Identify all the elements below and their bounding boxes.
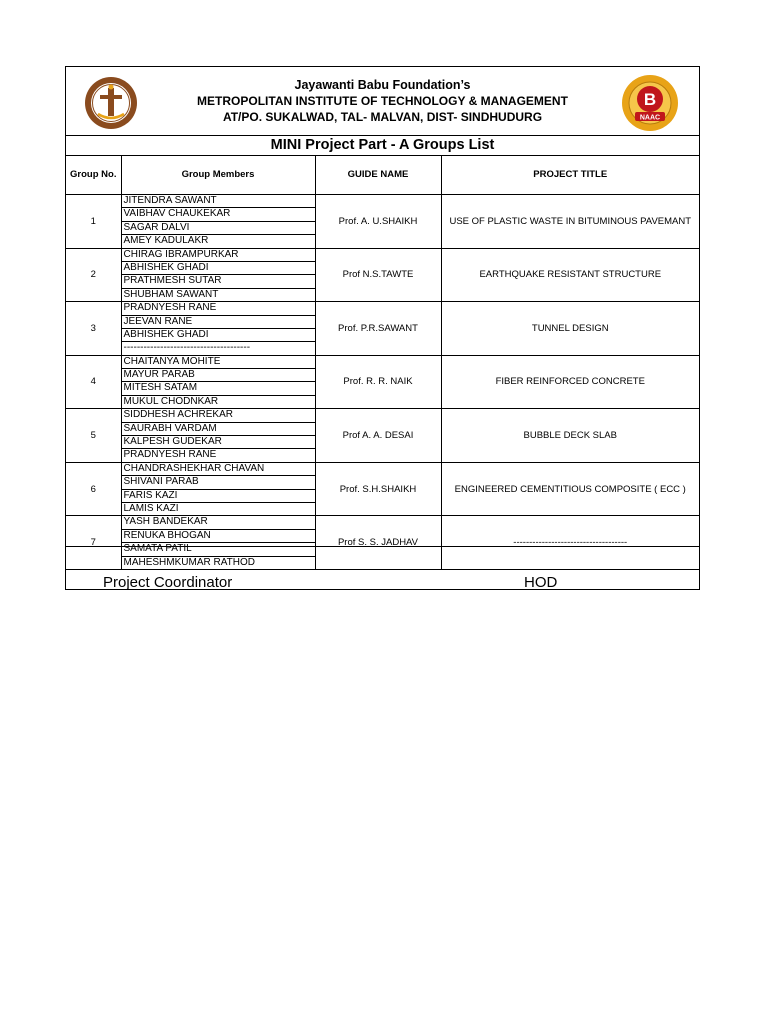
guide-name: Prof. R. R. NAIK — [315, 355, 441, 409]
table-row — [66, 462, 699, 516]
member-name: CHIRAG IBRAMPURKAR — [122, 249, 315, 262]
institute-name: METROPOLITAN INSTITUTE OF TECHNOLOGY & MANAGEMENT — [197, 94, 568, 108]
table-row — [66, 248, 699, 302]
member-name: FARIS KAZI — [122, 490, 315, 503]
member-name: CHANDRASHEKHAR CHAVAN — [122, 463, 315, 476]
group-members-cell — [121, 462, 315, 516]
group-number: 1 — [66, 195, 121, 249]
member-name: SIDDHESH ACHREKAR — [122, 409, 315, 422]
member-name: SHUBHAM SAWANT — [123, 288, 219, 300]
member-name: LAMIS KAZI — [123, 502, 179, 514]
guide-name: Prof. P.R.SAWANT — [315, 302, 441, 356]
group-number: 7 — [66, 516, 121, 570]
member-name: ABHISHEK GHADI — [122, 329, 315, 342]
groups-sheet — [65, 66, 700, 590]
member-name: SAURABH VARDAM — [122, 423, 315, 436]
table-row — [66, 302, 699, 356]
page-title: MINI Project Part - A Groups List — [66, 135, 699, 156]
naac-badge — [621, 74, 679, 132]
member-name: KALPESH GUDEKAR — [122, 436, 315, 449]
hod-label: HOD — [524, 574, 558, 591]
project-title: USE OF PLASTIC WASTE IN BITUMINOUS PAVEMANT — [441, 195, 699, 249]
group-members-cell — [121, 355, 315, 409]
member-name: SAGAR DALVI — [122, 222, 315, 235]
guide-name: Prof. S.H.SHAIKH — [315, 462, 441, 516]
member-name: MUKUL CHODNKAR — [123, 395, 219, 407]
member-name: MAYUR PARAB — [122, 369, 315, 382]
group-number: 4 — [66, 355, 121, 409]
naac-grade: B — [643, 90, 657, 109]
col-header-guide: GUIDE NAME — [315, 155, 441, 195]
groups-table — [66, 155, 699, 570]
naac-label: NAAC — [639, 114, 661, 122]
project-coordinator-label: Project Coordinator — [103, 574, 233, 591]
foundation-name: Jayawanti Babu Foundation’s — [294, 78, 471, 92]
member-name: JEEVAN RANE — [122, 316, 315, 329]
project-title: TUNNEL DESIGN — [441, 302, 699, 356]
guide-name: Prof S. S. JADHAV — [315, 516, 441, 570]
member-name: PRADNYESH RANE — [122, 302, 315, 315]
member-name: YASH BANDEKAR — [122, 516, 315, 529]
group-number: 6 — [66, 462, 121, 516]
member-name: SAMATA PATIL — [122, 543, 315, 556]
member-name: PRADNYESH RANE — [123, 449, 217, 461]
institute-address: AT/PO. SUKALWAD, TAL- MALVAN, DIST- SINDHUDURG — [222, 110, 543, 124]
project-title: BUBBLE DECK SLAB — [441, 409, 699, 463]
group-number: 5 — [66, 409, 121, 463]
col-header-group-no: Group No. — [66, 155, 121, 195]
group-members-cell — [121, 302, 315, 356]
table-header-row — [66, 155, 699, 195]
group-number: 3 — [66, 302, 121, 356]
member-name: PRATHMESH SUTAR — [122, 275, 315, 288]
project-title: ENGINEERED CEMENTITIOUS COMPOSITE ( ECC ) — [441, 462, 699, 516]
member-name: MAHESHMKUMAR RATHOD — [123, 556, 255, 568]
project-title: EARTHQUAKE RESISTANT STRUCTURE — [441, 248, 699, 302]
guide-name: Prof. A. U.SHAIKH — [315, 195, 441, 249]
member-name: MITESH SATAM — [122, 382, 315, 395]
member-name: JITENDRA SAWANT — [122, 195, 315, 208]
signature-footer — [66, 546, 699, 591]
guide-name: Prof N.S.TAWTE — [315, 248, 441, 302]
group-members-cell — [121, 195, 315, 249]
col-header-project: PROJECT TITLE — [441, 155, 699, 195]
project-title: ------------------------------------ — [441, 516, 699, 570]
member-name: RENUKA BHOGAN — [122, 530, 315, 543]
institute-header — [66, 67, 699, 136]
table-row — [66, 355, 699, 409]
group-members-cell — [121, 248, 315, 302]
member-name: ABHISHEK GHADI — [122, 262, 315, 275]
table-row — [66, 409, 699, 463]
member-name: CHAITANYA MOHITE — [122, 356, 315, 369]
member-name: -------------------------------------- — [123, 342, 251, 354]
project-title: FIBER REINFORCED CONCRETE — [441, 355, 699, 409]
group-number: 2 — [66, 248, 121, 302]
col-header-members: Group Members — [121, 155, 315, 195]
group-members-cell — [121, 409, 315, 463]
member-name: SHIVANI PARAB — [122, 476, 315, 489]
guide-name: Prof A. A. DESAI — [315, 409, 441, 463]
table-row — [66, 195, 699, 249]
member-name: VAIBHAV CHAUKEKAR — [122, 208, 315, 221]
member-name: AMEY KADULAKR — [123, 235, 209, 247]
